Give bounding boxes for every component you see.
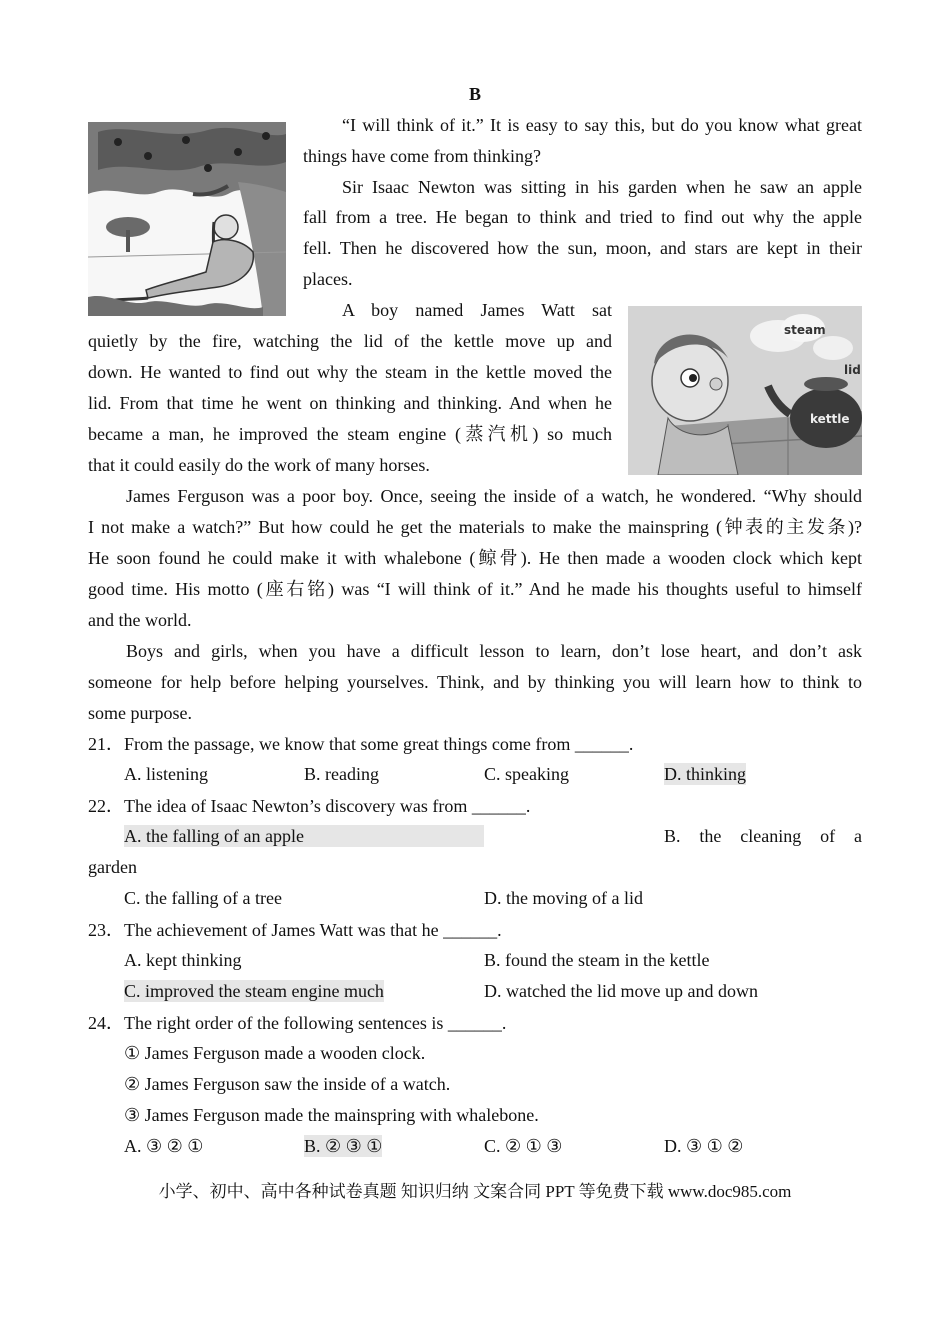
footer-ad-text: 小学、初中、高中各种试卷真题 知识归纳 文案合同 PPT 等免费下载 www.doc985.com (158, 1182, 792, 1201)
passage-line: and the world. (88, 610, 192, 630)
passage-line: lid. From that time he went on thinking and thinking. And when he (88, 393, 612, 413)
q22-option-b[interactable]: B. the cleaning of a (664, 826, 862, 846)
q24-option-a[interactable]: A. ③ ② ① (124, 1136, 204, 1156)
passage-line: Sir Isaac Newton was sitting in his garden when he saw an apple (342, 177, 862, 197)
q23-option-c[interactable]: C. improved the steam engine much (124, 981, 384, 1001)
section-title: B (468, 84, 481, 104)
question-21-stem: 21．From the passage, we know that some great things come from ______. (88, 734, 634, 754)
passage-line: James Ferguson was a poor boy. Once, seeing the inside of a watch, he wondered. “Why should (126, 486, 862, 506)
passage-line: quietly by the fire, watching the lid of the kettle move up and (88, 331, 612, 351)
passage-line: He soon found he could make it with whalebone (鲸骨). He then made a wooden clock which kept (88, 548, 862, 568)
q21-option-d[interactable]: D. thinking (664, 764, 747, 784)
passage-line: some purpose. (88, 703, 192, 723)
passage-line: fall from a tree. He began to think and tried to find out why the apple (303, 207, 862, 227)
q24-option-d[interactable]: D. ③ ① ② (664, 1136, 744, 1156)
passage-line: fell. Then he discovered how the sun, moon, and stars are kept in their (303, 238, 862, 258)
question-24-stem: 24．The right order of the following sentences is ______. (88, 1013, 507, 1033)
q24-sentence-3: ③ James Ferguson made the mainspring with whalebone. (124, 1105, 539, 1125)
q22-option-c[interactable]: C. the falling of a tree (124, 888, 282, 908)
passage-line: A boy named James Watt sat (342, 300, 612, 320)
q24-option-c[interactable]: C. ② ① ③ (484, 1136, 563, 1156)
passage-line: that it could easily do the work of many horses. (88, 455, 430, 475)
kettle-illustration (628, 306, 862, 475)
q21-option-b[interactable]: B. reading (304, 764, 379, 784)
q21-option-a[interactable]: A. listening (124, 764, 208, 784)
q23-option-b[interactable]: B. found the steam in the kettle (484, 950, 710, 970)
passage-line: “I will think of it.” It is easy to say this, but do you know what great (342, 115, 862, 135)
passage-line: things have come from thinking? (303, 146, 541, 166)
newton-illustration (88, 122, 286, 316)
q22-option-d[interactable]: D. the moving of a lid (484, 888, 643, 908)
question-22-stem: 22．The idea of Isaac Newton’s discovery was from ______. (88, 796, 531, 816)
passage-line: Boys and girls, when you have a difficult lesson to learn, don’t lose heart, and don’t ask (126, 641, 862, 661)
q23-option-a[interactable]: A. kept thinking (124, 950, 242, 970)
q24-sentence-2: ② James Ferguson saw the inside of a watch. (124, 1074, 451, 1094)
passage-line: good time. His motto (座右铭) was “I will think of it.” And he made his thoughts useful to himself (88, 579, 862, 599)
question-23-stem: 23．The achievement of James Watt was that he ______. (88, 920, 502, 940)
q24-option-b[interactable]: B. ② ③ ① (304, 1136, 383, 1156)
lid-label: lid (844, 363, 861, 377)
kettle-label: kettle (810, 412, 850, 426)
passage-line: became a man, he improved the steam engine (蒸汽机) so much (88, 424, 612, 444)
q22-option-b-cont: garden (88, 857, 137, 877)
passage-line: places. (303, 269, 353, 289)
steam-label: steam (784, 323, 826, 337)
passage-line: someone for help before helping yourselves. Think, and by thinking you will learn how to think to (88, 672, 862, 692)
q23-option-d[interactable]: D. watched the lid move up and down (484, 981, 758, 1001)
passage-line: I not make a watch?” But how could he get the materials to make the mainspring (钟表的主发条)? (88, 517, 862, 537)
q22-option-a[interactable]: A. the falling of an apple (124, 825, 484, 847)
passage-line: down. He wanted to find out why the steam in the kettle moved the (88, 362, 612, 382)
q21-option-c[interactable]: C. speaking (484, 764, 569, 784)
q24-sentence-1: ① James Ferguson made a wooden clock. (124, 1043, 426, 1063)
